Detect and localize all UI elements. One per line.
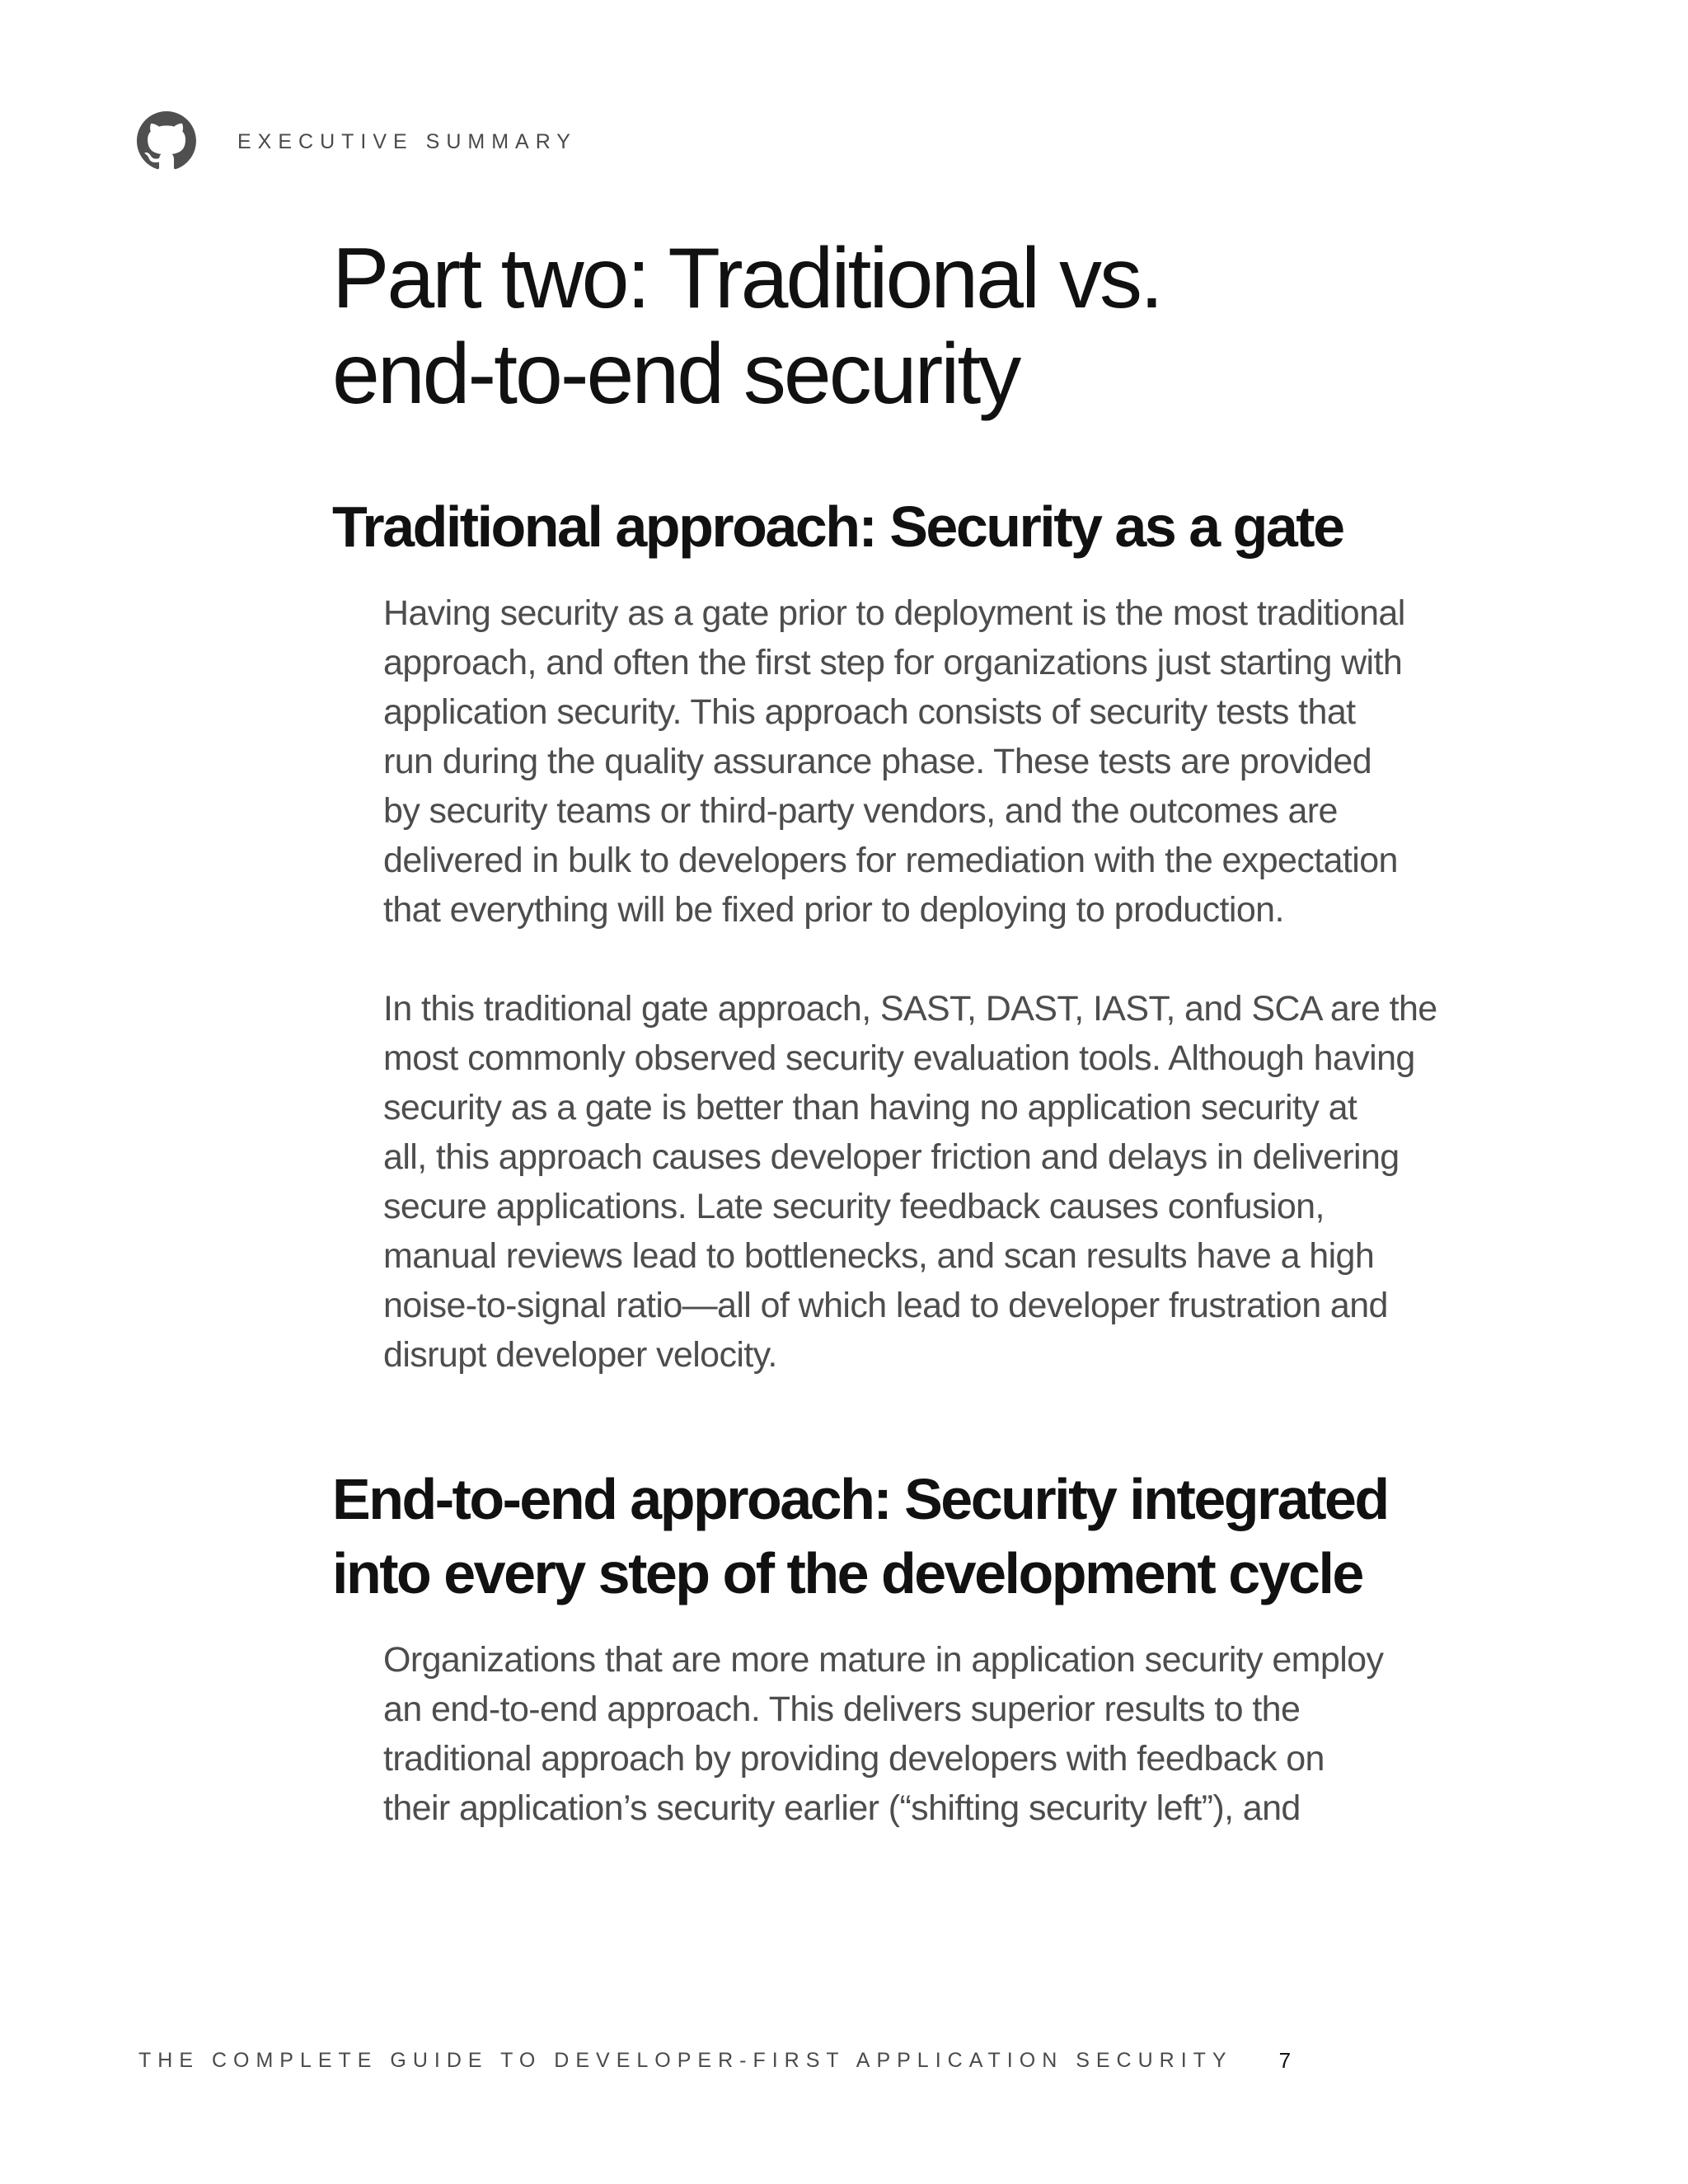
text-line: In this traditional gate approach, SAST, DAST, IAST, and SCA are the bbox=[383, 989, 1437, 1029]
paragraph-traditional-2 bbox=[383, 984, 1568, 1380]
text-line: all, this approach causes developer friction and delays in delivering bbox=[383, 1137, 1400, 1177]
text-line: Having security as a gate prior to deployment is the most traditional bbox=[383, 593, 1405, 633]
github-octocat-icon bbox=[137, 111, 196, 171]
text-line: delivered in bulk to developers for remediation with the expectation bbox=[383, 841, 1398, 880]
page-footer bbox=[138, 2044, 1291, 2077]
text-line: by security teams or third-party vendors, and the outcomes are bbox=[383, 791, 1338, 831]
text-line: secure applications. Late security feedback causes confusion, bbox=[383, 1187, 1325, 1226]
text-line: Organizations that are more mature in application security employ bbox=[383, 1640, 1384, 1680]
text-line: traditional approach by providing developers with feedback on bbox=[383, 1739, 1325, 1779]
page-header bbox=[137, 112, 577, 170]
section-heading-line: Traditional approach: Security as a gate bbox=[332, 494, 1343, 559]
text-line: approach, and often the first step for organizations just starting with bbox=[383, 643, 1403, 682]
text-line: most commonly observed security evaluation tools. Although having bbox=[383, 1038, 1415, 1078]
text-line: an end-to-end approach. This delivers superior results to the bbox=[383, 1690, 1301, 1729]
text-line: manual reviews lead to bottlenecks, and scan results have a high bbox=[383, 1236, 1375, 1276]
page-title-line: Part two: Traditional vs. bbox=[332, 231, 1161, 326]
footer-document-title: THE COMPLETE GUIDE TO DEVELOPER-FIRST APPLICATION SECURITY bbox=[138, 2048, 1233, 2072]
text-line: security as a gate is better than having no application security at bbox=[383, 1088, 1357, 1127]
section-label: EXECUTIVE SUMMARY bbox=[237, 130, 577, 153]
main-content bbox=[332, 231, 1568, 1833]
text-line: run during the quality assurance phase. These tests are provided bbox=[383, 742, 1372, 781]
section-heading-line: into every step of the development cycle bbox=[332, 1541, 1362, 1605]
text-line: disrupt developer velocity. bbox=[383, 1335, 777, 1375]
page-title bbox=[332, 231, 1568, 422]
text-line: noise-to-signal ratio—all of which lead to developer frustration and bbox=[383, 1286, 1388, 1325]
paragraph-traditional-1 bbox=[383, 588, 1568, 935]
page-number: 7 bbox=[1278, 2047, 1292, 2073]
text-line: their application’s security earlier (“shifting security left”), and bbox=[383, 1788, 1301, 1828]
page-title-line: end-to-end security bbox=[332, 326, 1020, 422]
text-line: that everything will be fixed prior to deploying to production. bbox=[383, 890, 1284, 930]
section-heading-line: End-to-end approach: Security integrated bbox=[332, 1467, 1388, 1531]
paragraph-end-to-end-1 bbox=[383, 1635, 1568, 1833]
section-heading-end-to-end bbox=[332, 1462, 1568, 1610]
text-line: application security. This approach consists of security tests that bbox=[383, 692, 1356, 732]
section-heading-traditional bbox=[332, 490, 1568, 564]
